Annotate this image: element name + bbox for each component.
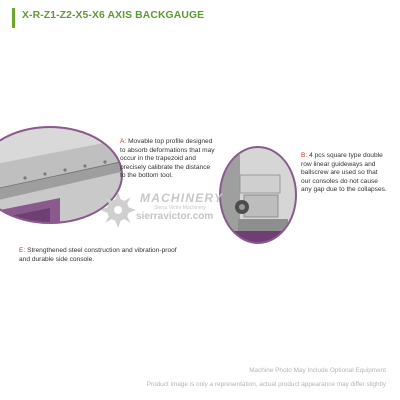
watermark-brand: MACHINERY — [140, 191, 224, 205]
callout-e-text: Strengthened steel construction and vibration-proof and durable side console. — [19, 247, 177, 263]
linear-guideway-photo — [218, 145, 298, 245]
callout-a-text: Movable top profile designed to absorb deformations that may occur in the trapezoid and precisely calibrate the distance to the bottom tool. — [120, 138, 215, 180]
callout-e-label: E: — [19, 247, 26, 254]
callout-a-top-profile — [120, 138, 216, 181]
representation-disclaimer: Product image is only a representation, actual product appearance may differ slightly — [146, 381, 386, 388]
title-accent-bar — [12, 8, 15, 28]
page-title: X-R-Z1-Z2-X5-X6 AXIS BACKGAUGE — [22, 10, 205, 21]
callout-b-linear-guideways — [301, 152, 387, 195]
optional-equipment-disclaimer: Machine Photo May Include Optional Equipment — [249, 367, 386, 374]
callout-b-label: B: — [301, 152, 308, 159]
callout-b-text: 4 pcs square type double row linear guideways and ballscrew are used so that our consoles do not cause any gap due to the collapses. — [301, 152, 387, 194]
watermark-url: sierravictor.com — [136, 211, 214, 222]
watermark-tagline: Sierra Victor Machinery — [154, 205, 206, 211]
callout-a-label: A: — [120, 138, 127, 145]
callout-e-side-console — [19, 247, 179, 264]
saw-blade-icon — [98, 190, 138, 230]
machinery-watermark — [98, 190, 224, 230]
